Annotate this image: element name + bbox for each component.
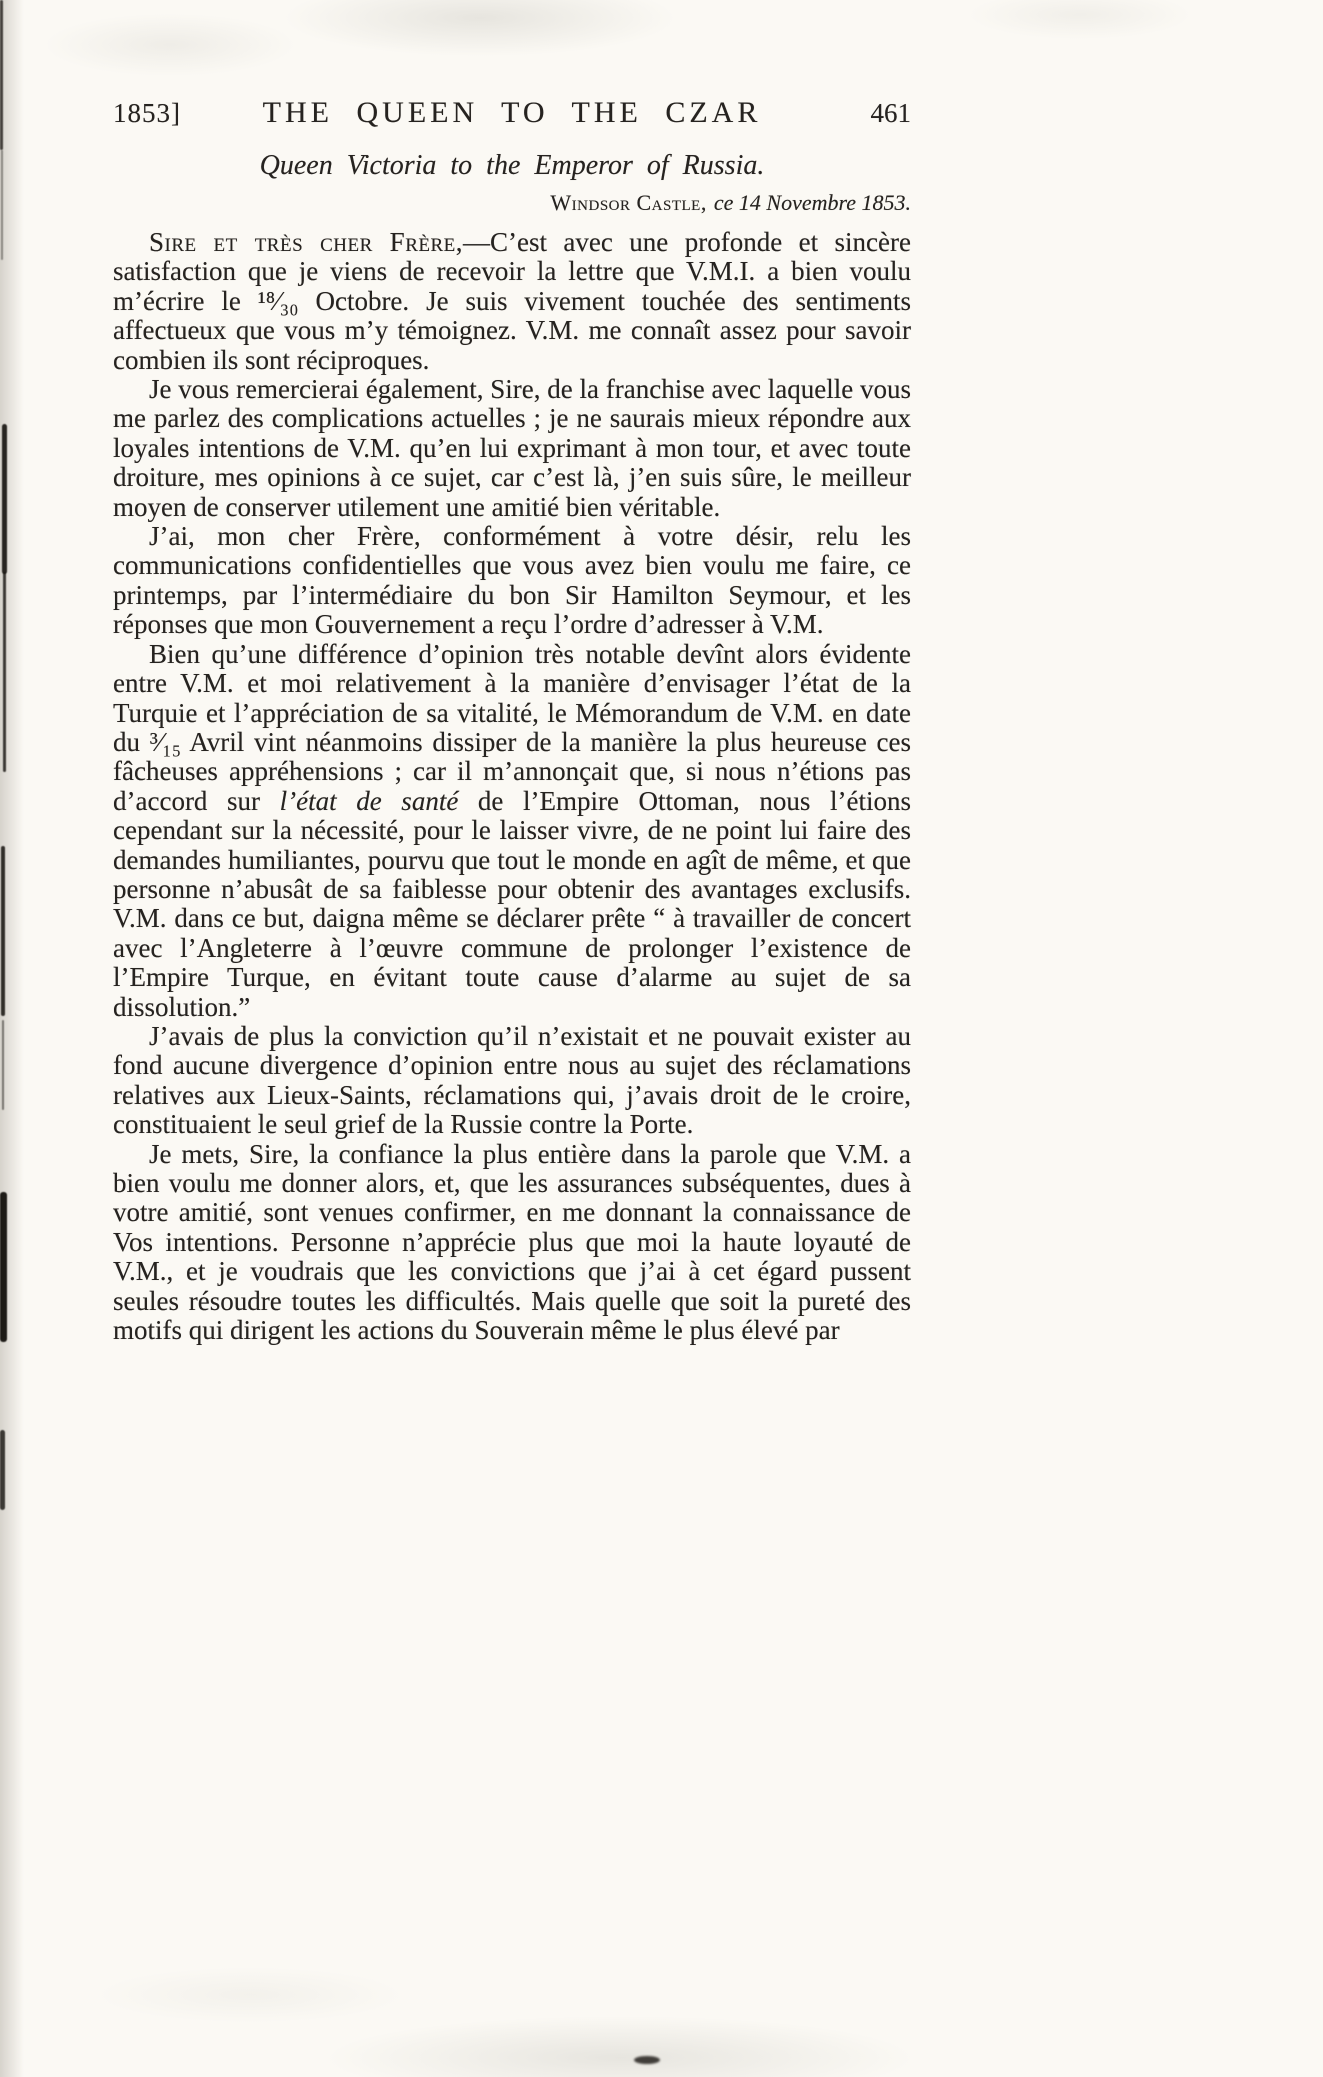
letter-body	[113, 228, 911, 1345]
letter-heading: Queen Victoria to the Emperor of Russia.	[259, 150, 765, 181]
binding-mark	[2, 424, 7, 574]
paragraph-run: Sire et très cher Frère,	[149, 227, 463, 257]
paragraph	[113, 640, 911, 1022]
binding-mark	[0, 1192, 7, 1342]
dateline-date: ce 14 Novembre 1853.	[713, 190, 911, 215]
paragraph-run: de l’Empire Ottoman, nous l’étions cependant sur la nécessité, pour le laisser vivre, de ne point lui faire des demandes humiliantes, pourvu que tout le monde en agît de même, et que personne n’abusât de sa faiblesse pour obtenir des avantages exclusifs. V.M. dans ce but, daigna même se déclarer prête “ à travailler de concert avec l’Angleterre à l’œuvre commune de prolonger l’existence de l’Empire Turque, en évitant toute cause d’alarme au sujet de sa dissolution.”	[113, 785, 911, 1022]
header-title: THE QUEEN TO THE CZAR	[262, 96, 762, 129]
paragraph	[113, 1022, 911, 1140]
paragraph	[113, 1140, 911, 1346]
paragraph-run: l’état de santé	[279, 785, 459, 816]
header-year: 1853]	[113, 98, 181, 128]
running-header	[113, 96, 911, 130]
paragraph-run: Je mets, Sire, la confiance la plus entière dans la parole que V.M. a bien voulu me donner alors, et, que les assurances subséquentes, dues à votre amitié, sont venues confirmer, en me donnant la connaissance de Vos intentions. Personne n’apprécie plus que moi la haute loyauté de V.M., et je voudrais que les convictions que j’ai à cet égard pussent seules résoudre toutes les difficultés. Mais quelle que soit la pureté des motifs qui dirigent les actions du Souverain même le plus élevé par	[113, 1138, 911, 1346]
binding-mark	[2, 1020, 4, 1110]
paragraph	[113, 375, 911, 522]
paragraph-run: J’ai, mon cher Frère, conformément à votre désir, relu les communications confidentielles que vous avez bien voulu me faire, ce printemps, par l’intermédiaire du bon Sir Hamilton Seymour, et les réponses que mon Gouvernement a reçu l’ordre d’adresser à V.M.	[113, 521, 911, 640]
paragraph-run: J’avais de plus la conviction qu’il n’existait et ne pouvait exister au fond aucune divergence d’opinion entre nous au sujet des réclamations relatives aux Lieux-Saints, réclamations qui, j’avais droit de le croire, constituaient le seul grief de la Russie contre la Porte.	[113, 1020, 911, 1140]
binding-mark	[0, 0, 3, 150]
paragraph-run: Je vous remercierai également, Sire, de la franchise avec laquelle vous me parlez des complications actuelles ; je ne saurais mieux répondre aux loyales intentions de V.M. qu’en lui exprimant à mon tour, et avec toute droiture, mes opinions à ce sujet, car c’est là, j’en suis sûre, le meilleur moyen de conserver utilement une amitié bien véritable.	[113, 374, 911, 522]
scan-artifact	[634, 2056, 660, 2064]
dateline-place: Windsor Castle,	[550, 190, 707, 215]
binding-mark	[0, 1430, 5, 1510]
binding-mark	[1, 846, 5, 1016]
page-edge-shadow	[0, 0, 28, 2077]
paragraph	[113, 522, 911, 640]
paragraph	[113, 228, 911, 375]
header-page-number: 461	[870, 98, 911, 128]
paragraph-run: Bien qu’une différence d’opinion très notable devînt alors évidente entre V.M. et moi relativement à la manière d’envisager l’état de la Turquie et l’appréciation de sa vitalité, le Mémorandum de V.M. en date du ³⁄₁₅ Avril vint néanmoins dissiper de la manière la plus heureuse ces fâcheuses appréhensions ; car il m’annonçait que, si nous n’étions pas d’accord sur	[113, 638, 911, 816]
paragraph-run: —C’est avec une profonde et sincère satisfaction que je viens de recevoir la lettre que V.M.I. a bien voulu m’écrire le ¹⁸⁄₃₀ Octobre. Je suis vivement touchée des sentiments affectueux que vous m’y témoignez. V.M. me connaît assez pour savoir combien ils sont réciproques.	[113, 227, 911, 375]
page-content	[113, 96, 911, 1345]
binding-mark	[1, 150, 3, 260]
dateline	[113, 190, 911, 216]
binding-mark	[3, 572, 6, 772]
